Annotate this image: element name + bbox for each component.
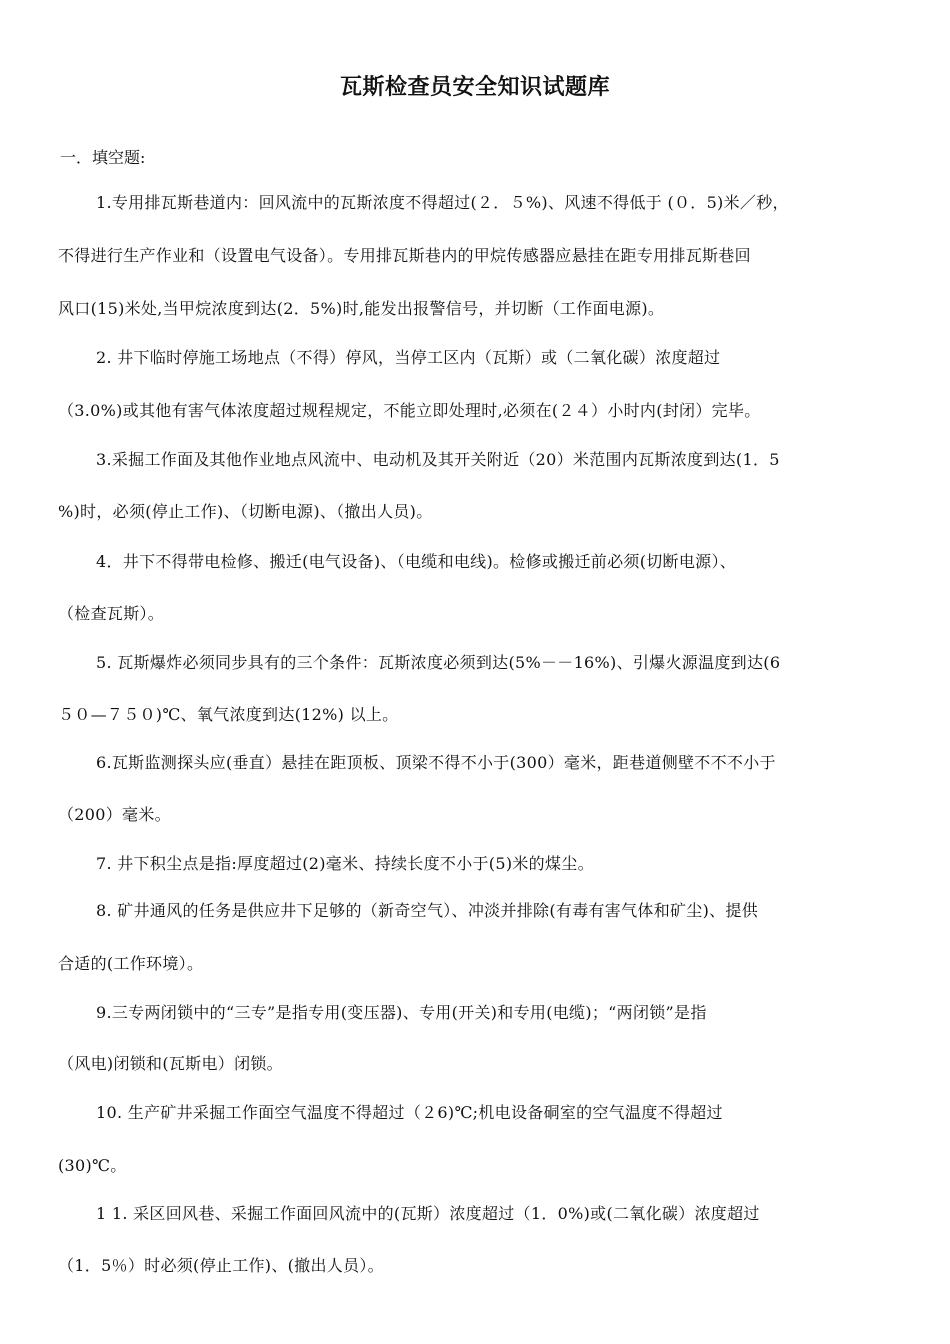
question-line: 4．井下不得带电检修、搬迁(电气设备)、（电缆和电线)。检修或搬迁前必须(切断电源）、 [96, 552, 737, 571]
document-title: 瓦斯检查员安全知识试题库 [339, 74, 610, 100]
question-line: （检查瓦斯）。 [58, 604, 165, 623]
question-line: 1.专用排瓦斯巷道内：回风流中的瓦斯浓度不得超过(２．５%)、风速不得低于 (０．5)米／秒， [96, 193, 789, 212]
question-line: （200）毫米。 [58, 805, 171, 824]
question-line: 8. 矿井通风的任务是供应井下足够的（新奇空气）、冲淡并排除(有毒有害气体和矿尘)、提供 [96, 901, 759, 920]
question-line: 合适的(工作环境）。 [58, 954, 204, 973]
question-line: 7. 井下积尘点是指:厚度超过(2)毫米、持续长度不小于(5)米的煤尘。 [96, 854, 594, 873]
question-line: %)时，必须(停止工作)、（切断电源)、（撤出人员)。 [58, 502, 433, 521]
question-line: （风电)闭锁和(瓦斯电）闭锁。 [58, 1054, 283, 1073]
question-line: 3.采掘工作面及其他作业地点风流中、电动机及其开关附近（20）米范围内瓦斯浓度到达(1．5 [96, 450, 780, 469]
question-line: 6.瓦斯监测探头应(垂直）悬挂在距顶板、顶梁不得不小于(300）毫米，距巷道侧壁不不不小于 [96, 753, 776, 772]
question-line: 1 1. 采区回风巷、采掘工作面回风流中的(瓦斯）浓度超过（1．0%)或(二氧化碳）浓度超过 [96, 1204, 760, 1223]
question-line: ５０—７５０)℃、氧气浓度到达(12%) 以上。 [58, 705, 399, 724]
question-line: 5. 瓦斯爆炸必须同步具有的三个条件：瓦斯浓度必须到达(5%－－16%)、引爆火源温度到达(6 [96, 653, 781, 672]
section-heading: 一．填空题: [60, 148, 146, 167]
question-line: 不得进行生产作业和（设置电气设备）。专用排瓦斯巷内的甲烷传感器应悬挂在距专用排瓦斯巷回 [58, 246, 751, 265]
question-line: 9.三专两闭锁中的“三专”是指专用(变压器)、专用(开关)和专用(电缆)；“两闭锁”是指 [96, 1003, 707, 1022]
question-line: （1．5％）时必须(停止工作)、(撤出人员）。 [58, 1256, 384, 1275]
question-line: 10. 生产矿井采掘工作面空气温度不得超过（２6)℃;机电设备硐室的空气温度不得超过 [96, 1103, 723, 1122]
question-line: 风口(15)米处,当甲烷浓度到达(2．5%)时,能发出报警信号，并切断（工作面电源)。 [58, 299, 665, 318]
question-line: （3.0%)或其他有害气体浓度超过规程规定，不能立即处理时,必须在(２４）小时内(封闭）完毕。 [58, 401, 761, 420]
question-line: 2. 井下临时停施工场地点（不得）停风，当停工区内（瓦斯）或（二氧化碳）浓度超过 [96, 348, 721, 367]
question-line: (30)℃。 [58, 1156, 127, 1175]
